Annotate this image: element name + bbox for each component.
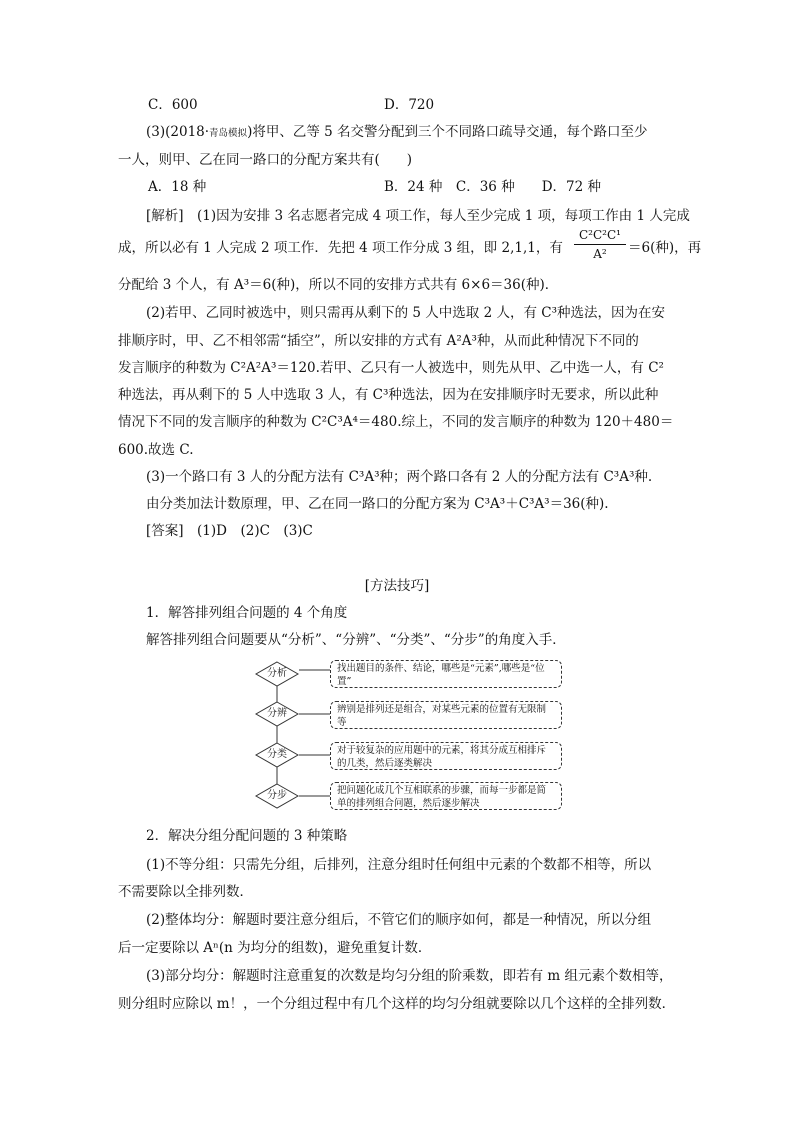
section2-p2-line1: (2)整体均分：解题时要注意分组后，不管它们的顺序如何，都是一种情况，所以分组 [146, 912, 652, 928]
analysis-p2-line2: 排顺序时，甲、乙不相邻需“插空”，所以安排的方式有 A²A³种，从而此种情况下不同的 [118, 333, 639, 349]
option-c: C．600 [148, 97, 198, 113]
diamond-label: 分类 [267, 749, 287, 760]
analysis-p2-line1: (2)若甲、乙同时被选中，则只需再从剩下的 5 人中选取 2 人，有 C³种选法，因为在安 [146, 305, 665, 321]
section2-p1-line2: 不需要除以全排列数． [118, 884, 253, 900]
diamond-label: 分步 [267, 790, 287, 801]
analysis-p2-line3: 发言顺序的种数为 C²A²A³＝120.若甲、乙只有一人被选中，则先从甲、乙中选一人，有 C² [118, 360, 664, 376]
diagram-box-classify: 对于较复杂的应用题中的元素，将其分成互相排斥的几类，然后逐类解决 [330, 742, 562, 770]
q3-stem-text: )将甲、乙等 5 名交警分配到三个不同路口疏导交通，每个路口至少 [247, 124, 648, 140]
diamond-distinguish [255, 701, 299, 727]
section2-p3-line1: (3)部分均分：解题时注意重复的次数是均匀分组的阶乘数，即若有 m 组元素个数相等， [146, 968, 673, 984]
analysis-p1-line2a: 成，所以必有 1 人完成 2 项工作．先把 4 项工作分成 3 组，即 2,1,1，有 [118, 240, 563, 256]
diagram-box-distinguish: 辨别是排列还是组合，对某些元素的位置有无限制等 [330, 701, 562, 729]
diagram-box-step: 把问题化成几个互相联系的步骤，而每一步都是简单的排列组合问题，然后逐步解决 [330, 782, 562, 810]
section2-p1-line1: (1)不等分组：只需先分组，后排列，注意分组时任何组中元素的个数都不相等，所以 [146, 857, 652, 873]
section2-p3-line2: 则分组时应除以 m！，一个分组过程中有几个这样的均匀分组就要除以几个这样的全排列数． [118, 996, 676, 1012]
q3-options [148, 177, 708, 197]
section1-intro: 解答排列组合问题要从“分析”、“分辨”、“分类”、“分步”的角度入手． [146, 632, 566, 648]
diamond-classify [255, 742, 299, 768]
analysis-p1-line2b: ＝6(种)，再 [628, 240, 702, 256]
diagram-box-analyze: 找出题目的条件、结论，哪些是“元素”,哪些是“位置” [330, 660, 562, 688]
q2-options [148, 95, 708, 115]
diamond-step [255, 783, 299, 809]
options-bcd: B．24 种 C．36 种 D．72 种 [384, 179, 601, 195]
section2-p2-line2: 后一定要除以 Aⁿ(n 为均分的组数)，避免重复计数． [118, 940, 432, 956]
analysis-p2-line6: 600.故选 C. [118, 442, 194, 458]
q3-stem-line2: 一人，则甲、乙在同一路口的分配方案共有( ) [118, 152, 413, 168]
option-a: A．18 种 [148, 179, 207, 195]
section2-title: 2．解决分组分配问题的 3 种策略 [146, 828, 348, 844]
fraction [570, 227, 630, 262]
analysis-p3-line2: 由分类加法计数原理，甲、乙在同一路口的分配方案为 C³A³＋C³A³＝36(种). [146, 496, 609, 512]
option-d: D．720 [384, 97, 435, 113]
diamond-label: 分辨 [267, 708, 287, 719]
fraction-numerator: C²C²C¹ [579, 228, 621, 242]
fraction-bar [574, 244, 626, 245]
method-heading: [方法技巧] [364, 578, 430, 594]
q3-stem-line1 [146, 122, 706, 144]
diamond-label: 分析 [267, 668, 287, 679]
q3-source: 青岛模拟 [209, 128, 248, 139]
analysis-p2-line5: 情况下不同的发言顺序的种数为 C²C³A⁴＝480.综上，不同的发言顺序的种数为 120＋480＝ [118, 414, 674, 430]
analysis-p1-line3: 分配给 3 个人，有 A³＝6(种)，所以不同的安排方式共有 6×6＝36(种)． [118, 277, 559, 293]
section1-title: 1．解答排列组合问题的 4 个角度 [146, 605, 348, 621]
analysis-p2-line4: 种选法，再从剩下的 5 人中选取 3 人，有 C³种选法，因为在安排顺序时无要求，所以此种 [118, 387, 659, 403]
analysis-p3-line1: (3)一个路口有 3 人的分配方法有 C³A³种；两个路口各有 2 人的分配方法有 C³A³种. [146, 469, 653, 485]
analysis-p1-line1: [解析] (1)因为安排 3 名志愿者完成 4 项工作，每人至少完成 1 项，每项工作由 1 人完成 [146, 208, 690, 224]
fraction-denominator: A² [593, 247, 607, 261]
q3-year: (3)(2018· [146, 124, 210, 140]
four-angles-diagram [255, 661, 565, 817]
diamond-analyze [255, 661, 299, 687]
answer-line: [答案] (1)D (2)C (3)C [146, 523, 313, 539]
